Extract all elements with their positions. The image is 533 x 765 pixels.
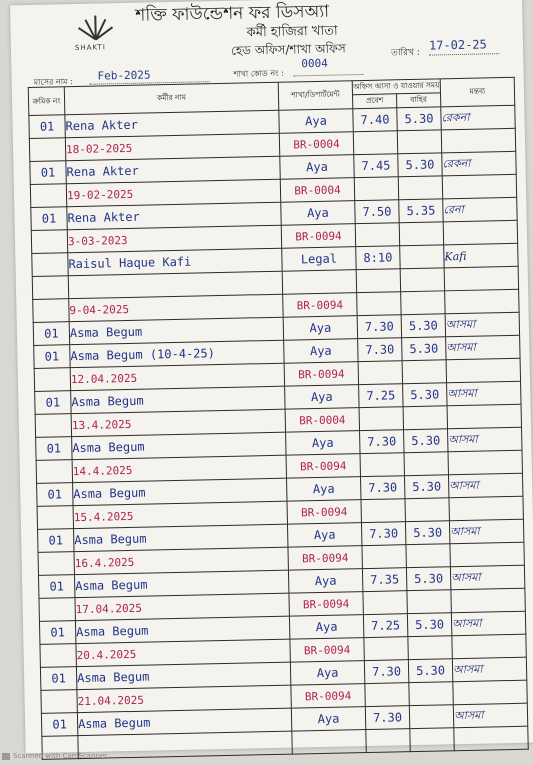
cell-signature xyxy=(445,289,519,314)
cell-name: 20.4.2025 xyxy=(76,639,290,666)
cell-signature xyxy=(454,726,528,751)
cell-designation: BR-0094 xyxy=(290,638,364,663)
cell-exit-time xyxy=(406,544,450,568)
cell-exit-time: 5.30 xyxy=(401,314,445,338)
cell-entry-time xyxy=(362,545,406,569)
cell-name: Asma Begum xyxy=(69,317,283,344)
cell-name: 12.04.2025 xyxy=(70,363,284,390)
cell-designation: Legal xyxy=(282,247,356,272)
cell-signature xyxy=(453,680,527,705)
attendance-table xyxy=(28,77,529,760)
cell-serial xyxy=(38,552,74,576)
cell-serial: 01 xyxy=(30,161,66,185)
cell-serial: 01 xyxy=(41,713,77,737)
cell-signature: আসমা xyxy=(451,611,525,636)
cell-name: 18-02-2025 xyxy=(65,133,279,160)
cell-entry-time: 7.30 xyxy=(365,706,409,730)
cell-name: Asma Begum xyxy=(74,570,288,597)
cell-designation: BR-0094 xyxy=(281,224,355,249)
cell-signature xyxy=(452,634,526,659)
cell-exit-time xyxy=(405,498,449,522)
cell-entry-time: 7.30 xyxy=(357,315,401,339)
cell-designation: BR-0004 xyxy=(280,178,354,203)
cell-designation: Aya xyxy=(290,661,364,686)
cell-name: Asma Begum xyxy=(77,708,291,735)
cell-name: Asma Begum xyxy=(76,662,290,689)
cell-designation: Aya xyxy=(288,569,362,594)
cell-signature: রেকনা xyxy=(442,151,516,176)
cell-serial xyxy=(29,138,65,162)
cell-designation: BR-0094 xyxy=(286,454,360,479)
cell-exit-time: 5.30 xyxy=(404,475,448,499)
attendance-sheet xyxy=(10,0,533,753)
cell-designation: BR-0094 xyxy=(283,293,357,318)
col-name: কর্মীর নাম xyxy=(64,82,279,114)
cell-designation: Aya xyxy=(280,155,354,180)
cell-serial: 01 xyxy=(39,621,75,645)
cell-entry-time xyxy=(354,177,398,201)
cell-exit-time: 5.30 xyxy=(405,521,449,545)
cell-entry-time xyxy=(361,499,405,523)
date-label: তারিখ : xyxy=(391,47,420,59)
cell-serial: 01 xyxy=(37,483,73,507)
cell-exit-time xyxy=(397,130,441,154)
cell-name: Rena Akter xyxy=(67,202,281,229)
cell-designation: Aya xyxy=(291,707,365,732)
cell-exit-time xyxy=(410,728,454,752)
cell-entry-time xyxy=(357,292,401,316)
cell-signature: রেনা xyxy=(443,197,517,222)
cell-serial: 01 xyxy=(31,207,67,231)
col-remarks: মন্তব্য xyxy=(440,77,515,107)
organization-name: শক্তি ফাউন্ডেশন ফর ডিসঅ্যা xyxy=(135,1,330,26)
branch-code-value: 0004 xyxy=(301,56,328,71)
cell-serial xyxy=(32,253,68,277)
cell-signature xyxy=(450,542,524,567)
cell-signature xyxy=(448,450,522,475)
month-label: মাসের নাম : xyxy=(33,77,73,87)
cell-serial xyxy=(39,598,75,622)
cell-entry-time: 7.30 xyxy=(364,660,408,684)
col-entry: প্রবেশ xyxy=(353,94,397,109)
cell-serial xyxy=(36,460,72,484)
cell-signature: আসমা xyxy=(448,473,522,498)
cell-signature: রেকনা xyxy=(441,105,515,130)
cell-entry-time: 7.50 xyxy=(355,200,399,224)
cell-exit-time xyxy=(403,406,447,430)
cell-exit-time: 5.30 xyxy=(408,659,452,683)
cell-designation: BR-0004 xyxy=(285,408,359,433)
cell-entry-time xyxy=(356,269,400,293)
cell-serial: 01 xyxy=(29,115,65,139)
camscanner-icon xyxy=(2,753,10,760)
cell-designation: Aya xyxy=(289,615,363,640)
cell-entry-time xyxy=(359,407,403,431)
cell-designation: BR-0094 xyxy=(284,362,358,387)
cell-signature: আসমা xyxy=(449,519,523,544)
cell-signature xyxy=(446,358,520,383)
cell-designation xyxy=(292,730,366,755)
cell-exit-time xyxy=(400,245,444,269)
col-time-group: অফিস আসা ও যাওয়ার সময় xyxy=(352,79,440,95)
cell-entry-time: 7.35 xyxy=(362,568,406,592)
cell-exit-time xyxy=(409,705,453,729)
cell-exit-time: 5.30 xyxy=(404,429,448,453)
cell-serial xyxy=(35,414,71,438)
cell-exit-time: 5.30 xyxy=(403,383,447,407)
cell-signature: আসমা xyxy=(446,335,520,360)
cell-name: 9-04-2025 xyxy=(69,294,283,321)
cell-name: Asma Begum xyxy=(72,432,286,459)
cell-name: 21.04.2025 xyxy=(77,685,291,712)
cell-designation: Aya xyxy=(279,109,353,134)
cell-name: 13.4.2025 xyxy=(71,409,285,436)
cell-designation: BR-0094 xyxy=(288,546,362,571)
cell-entry-time xyxy=(363,591,407,615)
cell-signature: আসমা xyxy=(445,312,519,337)
cell-exit-time xyxy=(401,291,445,315)
cell-name: 16.4.2025 xyxy=(74,547,288,574)
cell-entry-time xyxy=(355,223,399,247)
cell-signature: আসমা xyxy=(452,657,526,682)
cell-entry-time xyxy=(366,729,410,753)
cell-entry-time: 7.25 xyxy=(359,384,403,408)
cell-designation: BR-0094 xyxy=(287,500,361,525)
month-value: Feb-2025 xyxy=(97,68,151,83)
cell-entry-time: 7.30 xyxy=(361,476,405,500)
cell-serial: 01 xyxy=(35,391,71,415)
cell-exit-time: 5.35 xyxy=(399,199,443,223)
cell-designation: Aya xyxy=(283,316,357,341)
col-serial: ক্রমিক নং xyxy=(28,87,65,116)
cell-exit-time: 5.30 xyxy=(406,567,450,591)
cell-exit-time: 5.30 xyxy=(398,153,442,177)
cell-serial xyxy=(33,299,69,323)
cell-entry-time: 7.40 xyxy=(353,108,397,132)
cell-exit-time xyxy=(409,682,453,706)
cell-signature xyxy=(449,496,523,521)
cell-serial: 01 xyxy=(38,529,74,553)
cell-serial: 01 xyxy=(39,575,75,599)
page-title: কর্মী হাজিরা খাতা xyxy=(246,23,338,41)
cell-designation: Aya xyxy=(285,385,359,410)
cell-exit-time: 5.30 xyxy=(407,613,451,637)
cell-exit-time: 5.30 xyxy=(397,107,441,131)
cell-serial xyxy=(41,690,77,714)
cell-name: 3-03-2023 xyxy=(67,225,281,252)
scanner-watermark xyxy=(2,752,107,760)
cell-name: Asma Begum xyxy=(71,386,285,413)
scanner-text: Scanned with CamScanner xyxy=(13,752,108,760)
date-value: 17-02-25 xyxy=(428,37,487,53)
cell-designation: BR-0094 xyxy=(289,592,363,617)
cell-name: Rena Akter xyxy=(66,156,280,183)
cell-signature: আসমা xyxy=(448,427,522,452)
col-designation: শাখা/ডিপার্টমেন্ট xyxy=(278,81,353,111)
cell-exit-time xyxy=(399,222,443,246)
cell-entry-time xyxy=(365,683,409,707)
cell-signature xyxy=(451,588,525,613)
cell-designation: BR-0094 xyxy=(291,684,365,709)
cell-entry-time: 7.30 xyxy=(358,338,402,362)
cell-signature xyxy=(443,220,517,245)
cell-designation xyxy=(282,270,356,295)
cell-signature xyxy=(447,404,521,429)
cell-designation: Aya xyxy=(287,477,361,502)
cell-exit-time xyxy=(407,590,451,614)
cell-entry-time xyxy=(353,131,397,155)
cell-signature xyxy=(444,266,518,291)
cell-signature: আসমা xyxy=(450,565,524,590)
cell-serial: 01 xyxy=(36,437,72,461)
cell-entry-time: 7.30 xyxy=(361,522,405,546)
cell-serial xyxy=(40,644,76,668)
cell-name: Asma Begum xyxy=(73,478,287,505)
cell-name: Asma Begum xyxy=(75,616,289,643)
cell-name: Asma Begum (10-4-25) xyxy=(70,340,284,367)
cell-designation: Aya xyxy=(286,431,360,456)
cell-serial xyxy=(32,276,68,300)
cell-designation: Aya xyxy=(284,339,358,364)
cell-name xyxy=(78,731,292,758)
cell-entry-time: 8:10 xyxy=(356,246,400,270)
cell-entry-time: 7.25 xyxy=(363,614,407,638)
cell-signature: আসমা xyxy=(447,381,521,406)
col-exit: বাহির xyxy=(396,93,440,108)
cell-exit-time xyxy=(408,636,452,660)
cell-serial xyxy=(31,230,67,254)
cell-signature xyxy=(442,174,516,199)
cell-serial: 01 xyxy=(34,345,70,369)
cell-designation: Aya xyxy=(281,201,355,226)
cell-serial: 01 xyxy=(33,322,69,346)
cell-entry-time xyxy=(360,453,404,477)
cell-name: Raisul Haque Kafi xyxy=(68,248,282,275)
cell-serial xyxy=(34,368,70,392)
cell-entry-time: 7.45 xyxy=(354,154,398,178)
branch-code-label: শাখা কোড নং : xyxy=(233,68,284,79)
cell-signature: Kafi xyxy=(444,243,518,268)
page-subtitle: হেড অফিস/শাখা অফিস xyxy=(230,41,346,58)
cell-name: 15.4.2025 xyxy=(73,501,287,528)
cell-serial xyxy=(30,184,66,208)
logo-text: SHAKTI xyxy=(74,43,106,53)
cell-exit-time xyxy=(402,360,446,384)
cell-exit-time xyxy=(400,268,444,292)
cell-designation: Aya xyxy=(287,523,361,548)
cell-name: Rena Akter xyxy=(65,110,279,137)
cell-entry-time: 7.30 xyxy=(360,430,404,454)
cell-entry-time xyxy=(358,361,402,385)
cell-name: 17.04.2025 xyxy=(75,593,289,620)
cell-exit-time xyxy=(404,452,448,476)
cell-entry-time xyxy=(364,637,408,661)
cell-exit-time: 5.30 xyxy=(402,337,446,361)
cell-designation: BR-0004 xyxy=(279,132,353,157)
cell-name: 14.4.2025 xyxy=(72,455,286,482)
cell-serial: 01 xyxy=(40,667,76,691)
cell-name: Asma Begum xyxy=(74,524,288,551)
cell-serial xyxy=(37,506,73,530)
cell-signature xyxy=(441,128,515,153)
cell-name: 19-02-2025 xyxy=(66,179,280,206)
cell-exit-time xyxy=(398,176,442,200)
cell-signature: আসমা xyxy=(453,703,527,728)
